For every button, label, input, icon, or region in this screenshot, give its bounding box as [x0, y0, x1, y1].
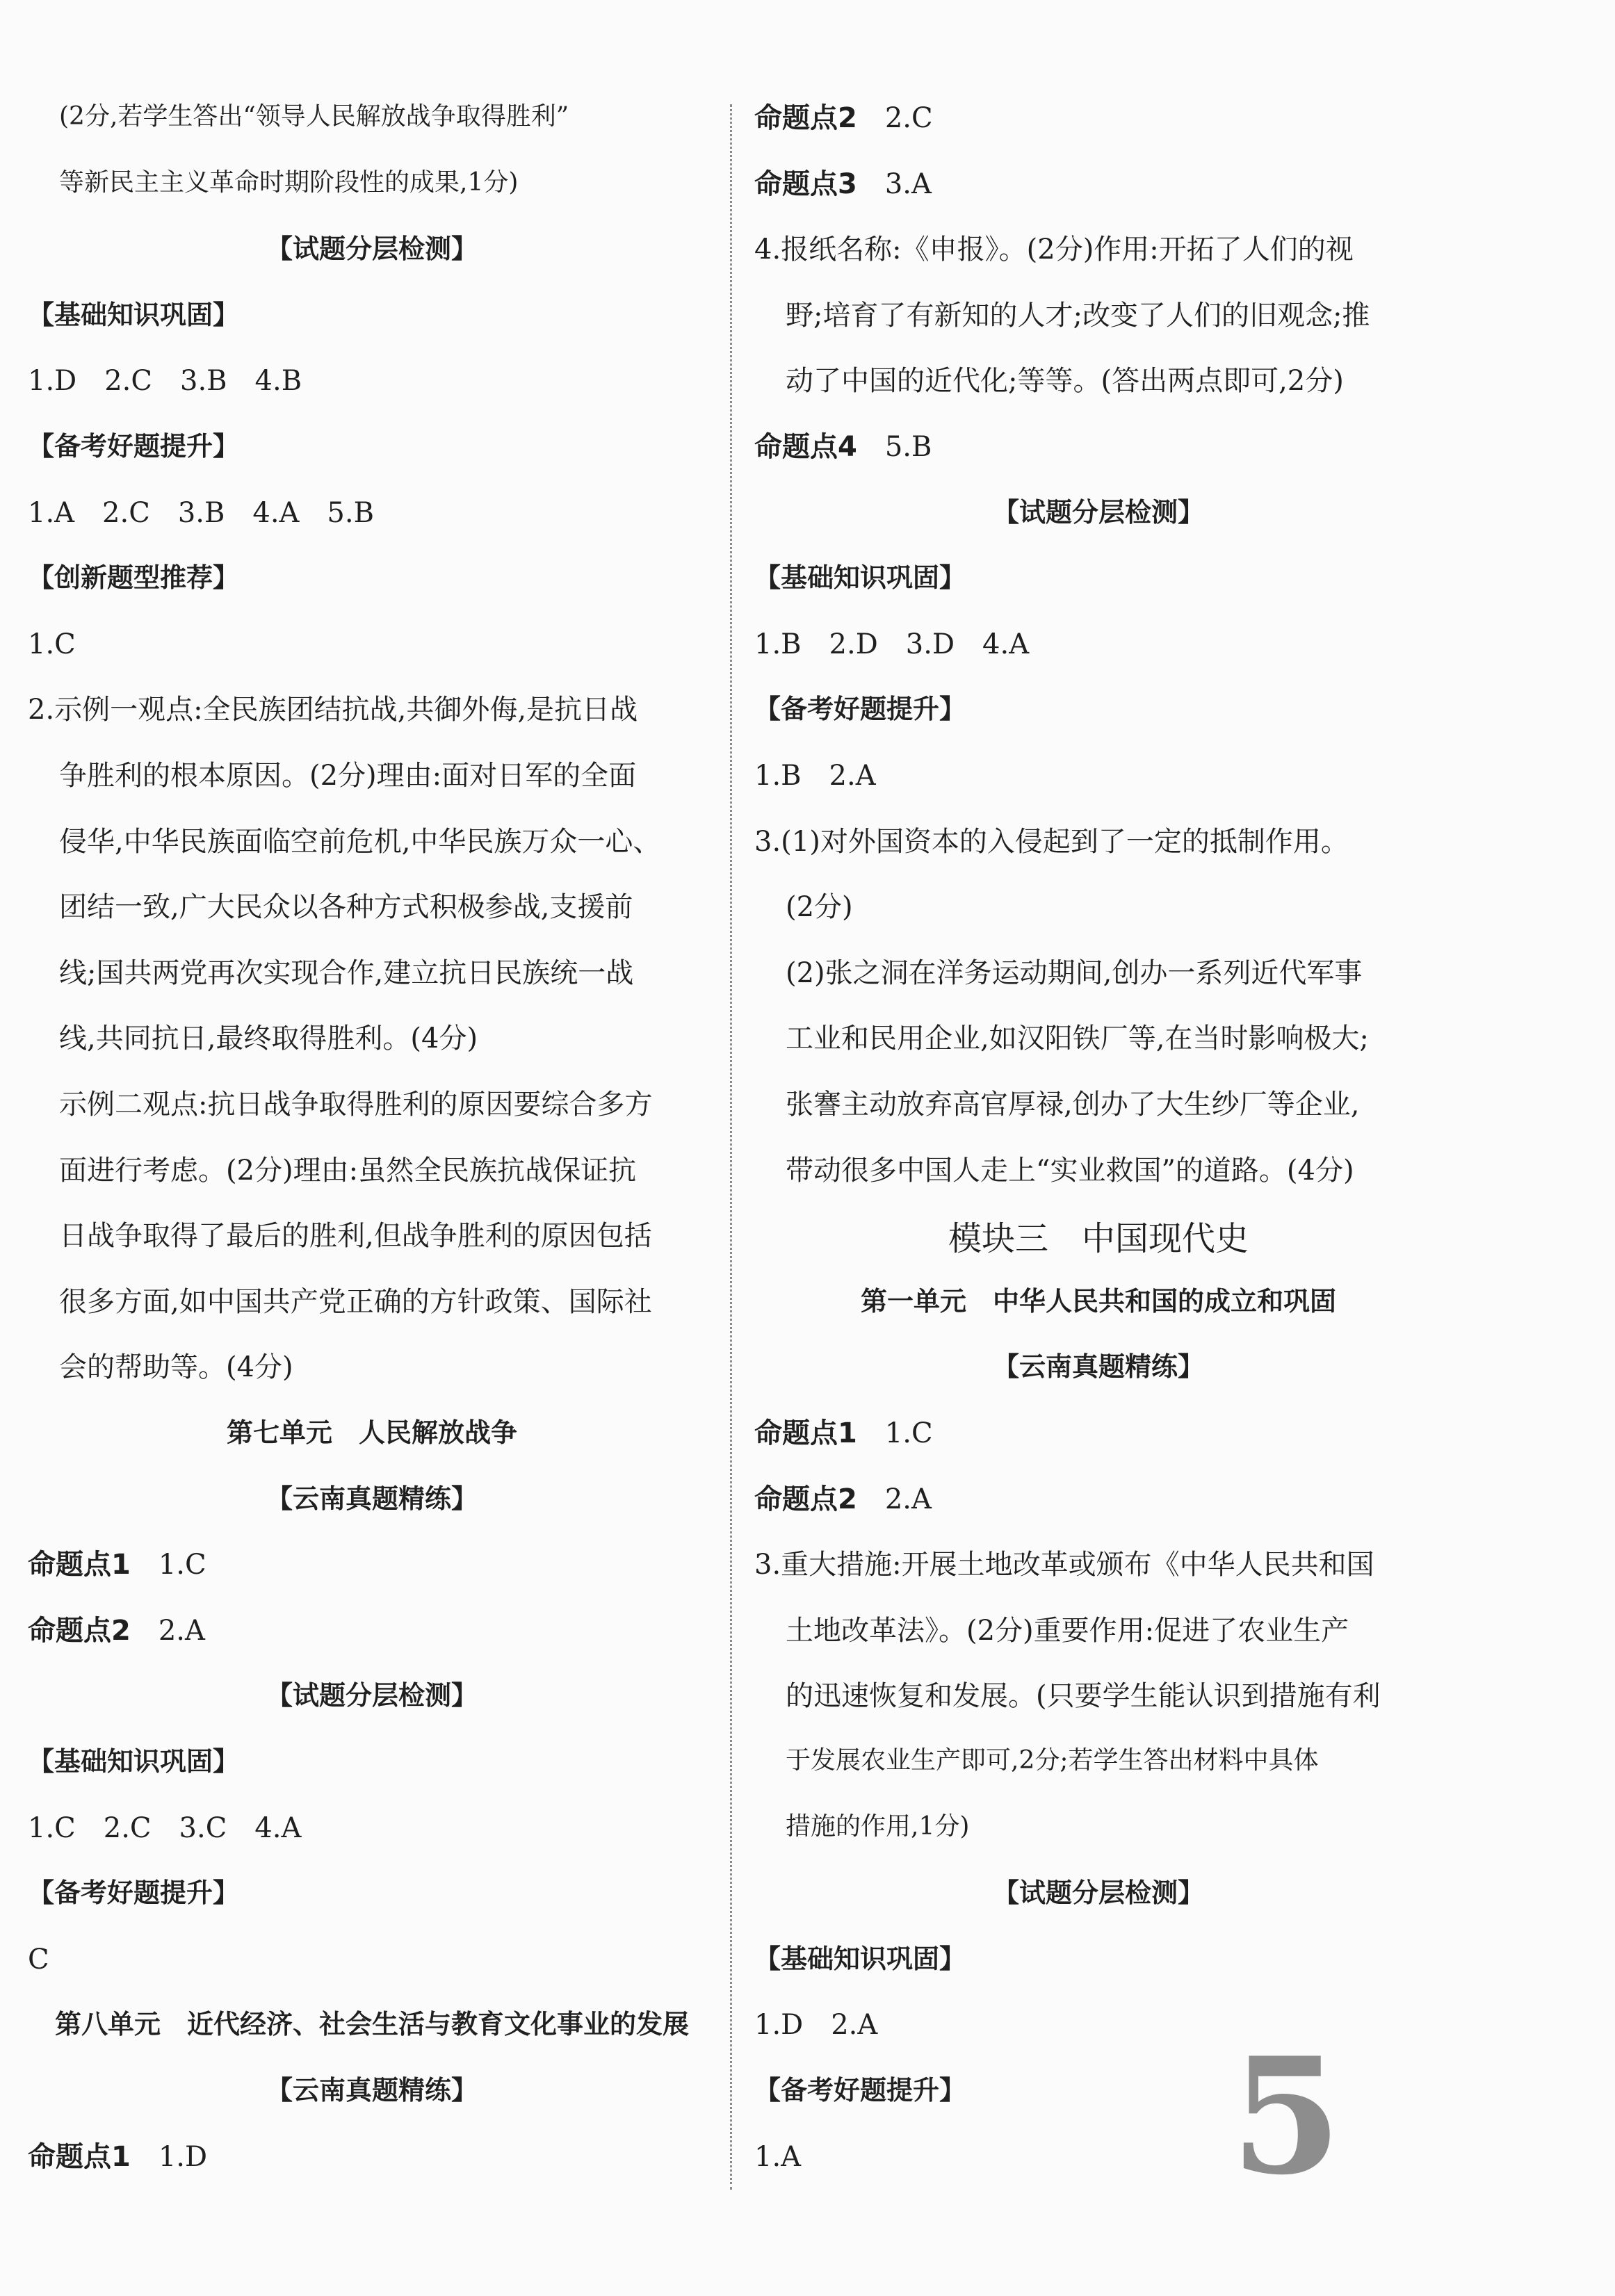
section-heading: 【云南真题精练】: [266, 1483, 478, 1514]
answer-line: 1.D 2.A: [754, 2009, 878, 2041]
answer-line: 命题点2 2.C: [754, 102, 933, 134]
answer-line: 带动很多中国人走上“实业救国”的道路。(4分): [786, 1155, 1354, 1187]
answer-line: 野;培育了有新知的人才;改变了人们的旧观念;推: [786, 300, 1370, 332]
section-heading: 【试题分层检测】: [266, 234, 478, 264]
answer-line: 命题点2 2.A: [754, 1483, 932, 1515]
answer-line: 3.重大措施:开展土地改革或颁布《中华人民共和国: [754, 1549, 1374, 1581]
subsection-heading: 【基础知识巩固】: [28, 1746, 240, 1777]
answer-line: 等新民主主义革命时期阶段性的成果,1分): [59, 168, 519, 197]
answer-line: (2分): [786, 891, 853, 923]
section-heading: 【试题分层检测】: [992, 497, 1204, 528]
answer-line: 线;国共两党再次实现合作,建立抗日民族统一战: [59, 957, 634, 989]
question-point-label: 命题点1: [28, 2141, 131, 2173]
section-heading: 第一单元 中华人民共和国的成立和巩固: [860, 1286, 1336, 1317]
question-point-label: 命题点2: [754, 1483, 857, 1515]
answer-line: 示例二观点:抗日战争取得胜利的原因要综合多方: [59, 1089, 653, 1121]
answer-line: 命题点1 1.C: [28, 1549, 206, 1581]
answer-line: (2分,若学生答出“领导人民解放战争取得胜利”: [59, 102, 569, 131]
section-heading: 【试题分层检测】: [266, 1680, 478, 1711]
question-point-label: 命题点1: [28, 1549, 131, 1581]
answer-line: 线,共同抗日,最终取得胜利。(4分): [59, 1023, 478, 1055]
answer-line: 1.C 2.C 3.C 4.A: [28, 1812, 302, 1844]
answer-line: 1.B 2.A: [754, 760, 876, 792]
answer-line: 于发展农业生产即可,2分;若学生答出材料中具体: [786, 1746, 1319, 1775]
answer-line: C: [28, 1944, 49, 1976]
subsection-heading: 【备考好题提升】: [754, 2075, 966, 2106]
answer-line: 张謇主动放弃高官厚禄,创办了大生纱厂等企业,: [786, 1089, 1360, 1121]
column-divider: [730, 104, 732, 2190]
question-point-label: 命题点2: [28, 1615, 131, 1647]
answer-line: 命题点3 3.A: [754, 168, 932, 200]
answer-line: 命题点4 5.B: [754, 431, 932, 463]
answer-line: 1.C: [28, 628, 76, 660]
answer-line: 命题点1 1.C: [754, 1417, 933, 1449]
answer-line: 很多方面,如中国共产党正确的方针政策、国际社: [59, 1286, 652, 1318]
answer-line: 3.(1)对外国资本的入侵起到了一定的抵制作用。: [754, 826, 1349, 858]
answer-line: 措施的作用,1分): [786, 1812, 970, 1841]
module-title: 模块三 中国现代史: [948, 1219, 1249, 1258]
answer-line: 1.A 2.C 3.B 4.A 5.B: [28, 497, 374, 529]
answer-line: 土地改革法》。(2分)重要作用:促进了农业生产: [786, 1615, 1349, 1647]
section-heading: 【云南真题精练】: [266, 2075, 478, 2106]
answer-line: 1.A: [754, 2141, 802, 2173]
answer-line: 团结一致,广大民众以各种方式积极参战,支援前: [59, 891, 633, 923]
question-point-label: 命题点4: [754, 431, 857, 463]
answer-line: 面进行考虑。(2分)理由:虽然全民族抗战保证抗: [59, 1155, 637, 1187]
answer-line: 的迅速恢复和发展。(只要学生能认识到措施有利: [786, 1680, 1381, 1712]
answer-line: 动了中国的近代化;等等。(答出两点即可,2分): [786, 365, 1344, 397]
subsection-heading: 【基础知识巩固】: [754, 562, 966, 593]
subsection-heading: 【创新题型推荐】: [28, 562, 240, 593]
answer-line: 侵华,中华民族面临空前危机,中华民族万众一心、: [59, 826, 661, 858]
subsection-heading: 【基础知识巩固】: [28, 300, 240, 330]
section-heading: 【云南真题精练】: [992, 1351, 1204, 1382]
subsection-heading: 【备考好题提升】: [28, 431, 240, 462]
section-heading: 第七单元 人民解放战争: [226, 1417, 517, 1448]
answer-line: 4.报纸名称:《申报》。(2分)作用:开拓了人们的视: [754, 234, 1354, 266]
answer-line: 争胜利的根本原因。(2分)理由:面对日军的全面: [59, 760, 637, 792]
subsection-heading: 【基础知识巩固】: [754, 1944, 966, 1974]
answer-line: 命题点2 2.A: [28, 1615, 205, 1647]
question-point-label: 命题点2: [754, 102, 857, 134]
section-heading: 第八单元 近代经济、社会生活与教育文化事业的发展: [54, 2009, 689, 2039]
answer-line: (2)张之洞在洋务运动期间,创办一系列近代军事: [786, 957, 1363, 989]
answer-line: 会的帮助等。(4分): [59, 1351, 293, 1383]
page-number: 5: [1231, 2023, 1342, 2210]
answer-line: 2.示例一观点:全民族团结抗战,共御外侮,是抗日战: [28, 694, 638, 726]
answer-line: 1.B 2.D 3.D 4.A: [754, 628, 1030, 660]
subsection-heading: 【备考好题提升】: [754, 694, 966, 724]
section-heading: 【试题分层检测】: [992, 1878, 1204, 1908]
answer-line: 命题点1 1.D: [28, 2141, 208, 2173]
question-point-label: 命题点1: [754, 1417, 857, 1449]
answer-line: 1.D 2.C 3.B 4.B: [28, 365, 302, 397]
question-point-label: 命题点3: [754, 168, 857, 200]
answer-line: 日战争取得了最后的胜利,但战争胜利的原因包括: [59, 1220, 652, 1252]
subsection-heading: 【备考好题提升】: [28, 1878, 240, 1908]
answer-line: 工业和民用企业,如汉阳铁厂等,在当时影响极大;: [786, 1023, 1369, 1055]
